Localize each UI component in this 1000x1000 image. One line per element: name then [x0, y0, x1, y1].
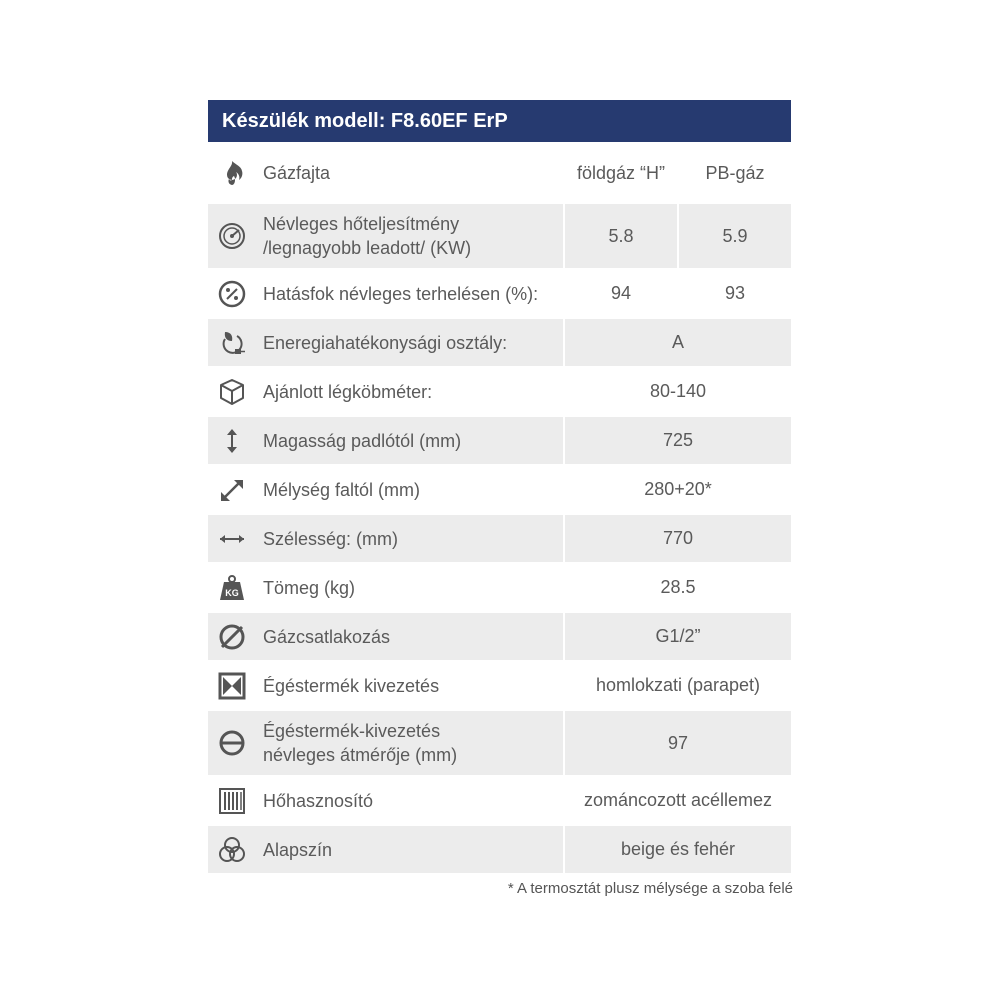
- spec-label-cell: [208, 368, 563, 415]
- heat-exchanger-icon: [208, 786, 256, 816]
- spec-label: Gázfajta: [263, 163, 331, 183]
- percent-icon: [208, 279, 256, 309]
- spec-row: [208, 711, 791, 775]
- spec-label: Tömeg (kg): [263, 577, 356, 598]
- spec-values: [563, 662, 791, 709]
- spec-row: [208, 662, 791, 709]
- flame-icon: [208, 158, 256, 188]
- spec-label-cell: [208, 711, 563, 775]
- spec-row: [208, 515, 791, 562]
- spec-values: [563, 613, 791, 660]
- spec-label-cell: [208, 319, 563, 366]
- color-circles-icon: [208, 835, 256, 865]
- spec-label: Égéstermék kivezetés: [263, 675, 440, 696]
- spec-row: [208, 564, 791, 611]
- spec-value: G1/2”: [563, 613, 791, 660]
- spec-row: [208, 826, 791, 873]
- spec-row: [208, 204, 791, 268]
- spec-label: Eneregiahatékonysági osztály:: [263, 332, 508, 353]
- spec-row: [208, 319, 791, 366]
- gauge-icon: [208, 221, 256, 251]
- footnote: * A termosztát plusz mélysége a szoba felé: [507, 880, 793, 897]
- spec-value: homlokzati (parapet): [563, 662, 791, 709]
- flue-icon: [208, 671, 256, 701]
- spec-value: 93: [677, 270, 791, 317]
- eco-plug-icon: [208, 328, 256, 358]
- spec-value: 97: [563, 711, 791, 775]
- spec-value: 94: [563, 270, 677, 317]
- spec-label: Névleges hőteljesítmény /legnagyobb leadott/ (KW): [263, 214, 472, 258]
- spec-label: Ajánlott légköbméter:: [263, 381, 433, 402]
- spec-values: [563, 777, 791, 824]
- spec-label: Alapszín: [263, 839, 333, 860]
- spec-values: [563, 417, 791, 464]
- spec-values: [563, 204, 791, 268]
- spec-value: 28.5: [563, 564, 791, 611]
- spec-value: 770: [563, 515, 791, 562]
- spec-value: zománcozott acéllemez: [563, 777, 791, 824]
- spec-value: 5.9: [677, 204, 791, 268]
- spec-label-cell: [208, 515, 563, 562]
- spec-label-cell: [208, 417, 563, 464]
- spec-label: Gázcsatlakozás: [263, 626, 391, 647]
- spec-label: Mélység faltól (mm): [263, 479, 421, 500]
- spec-value: földgáz “H”: [563, 144, 677, 202]
- spec-values: [563, 826, 791, 873]
- spec-label-cell: [208, 204, 563, 268]
- spec-label-cell: [208, 144, 563, 202]
- weight-icon-text: KG: [225, 587, 239, 598]
- spec-label-cell: [208, 466, 563, 513]
- spec-value: 725: [563, 417, 791, 464]
- spec-values: [563, 711, 791, 775]
- spec-row: [208, 777, 791, 824]
- spec-row: [208, 270, 791, 317]
- pipe-diameter-icon: [208, 728, 256, 758]
- spec-row: [208, 417, 791, 464]
- spec-value: 5.8: [563, 204, 677, 268]
- spec-label-cell: [208, 564, 563, 611]
- spec-row: [208, 466, 791, 513]
- horizontal-arrow-icon: [208, 524, 256, 554]
- spec-label-cell: [208, 777, 563, 824]
- spec-values: [563, 564, 791, 611]
- spec-values: [563, 319, 791, 366]
- spec-label-cell: [208, 613, 563, 660]
- spec-values: [563, 270, 791, 317]
- spec-value: 280+20*: [563, 466, 791, 513]
- weight-icon: [208, 573, 256, 603]
- spec-values: [563, 515, 791, 562]
- cube-icon: [208, 377, 256, 407]
- diagonal-arrow-icon: [208, 475, 256, 505]
- spec-value: A: [563, 319, 791, 366]
- spec-label: Hőhasznosító: [263, 790, 374, 811]
- diameter-icon: [208, 622, 256, 652]
- spec-row: [208, 613, 791, 660]
- spec-value: 80-140: [563, 368, 791, 415]
- spec-label: Szélesség: (mm): [263, 528, 399, 549]
- model-title: Készülék modell: F8.60EF ErP: [208, 100, 791, 142]
- spec-values: [563, 144, 791, 202]
- spec-label-cell: [208, 270, 563, 317]
- spec-label: Magasság padlótól (mm): [263, 430, 462, 451]
- spec-value: beige és fehér: [563, 826, 791, 873]
- spec-rows: [208, 142, 791, 873]
- spec-row: [208, 144, 791, 202]
- vertical-arrow-icon: [208, 426, 256, 456]
- spec-label-cell: [208, 826, 563, 873]
- spec-label-cell: [208, 662, 563, 709]
- spec-value: PB-gáz: [677, 144, 791, 202]
- spec-row: [208, 368, 791, 415]
- spec-values: [563, 466, 791, 513]
- spec-label: Égéstermék-kivezetés névleges átmérője (mm): [263, 721, 458, 765]
- spec-table: [208, 100, 791, 873]
- spec-label: Hatásfok névleges terhelésen (%):: [263, 283, 539, 304]
- spec-values: [563, 368, 791, 415]
